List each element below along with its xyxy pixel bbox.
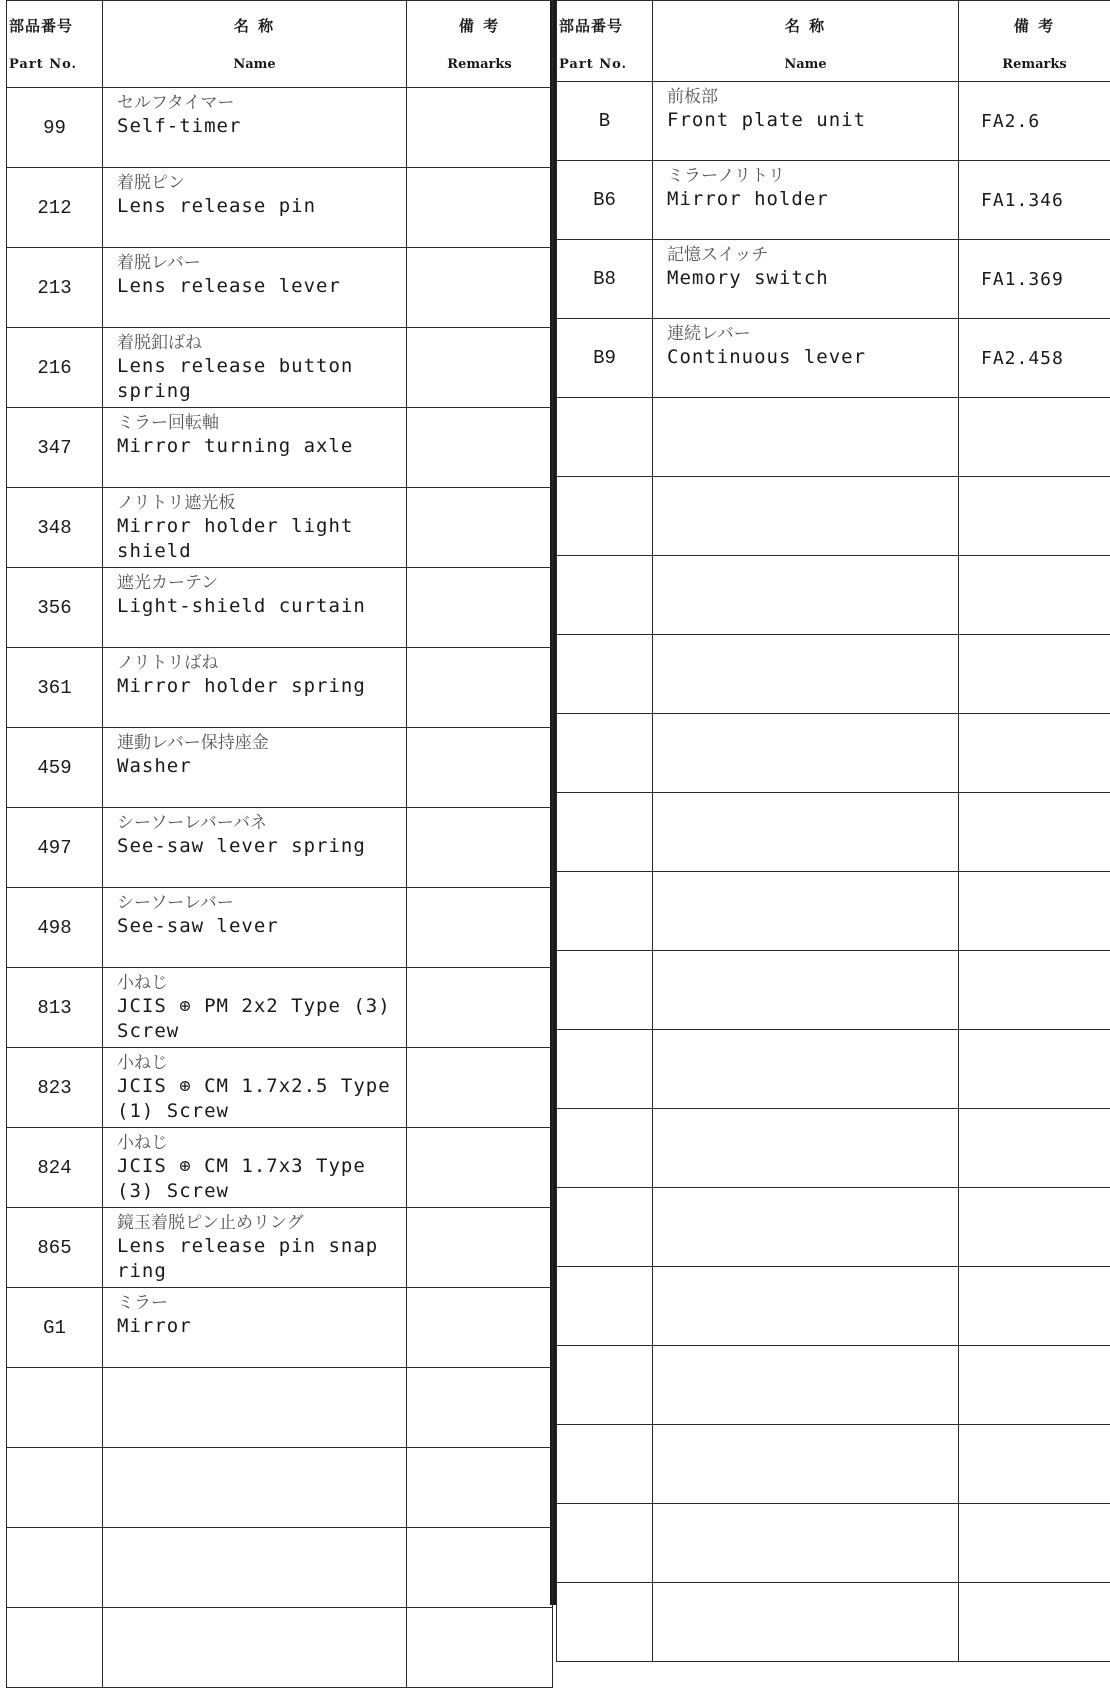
part-name (103, 1288, 407, 1368)
part-name (103, 728, 407, 808)
part-name-jp: 記憶スイッチ (667, 244, 958, 266)
part-name (653, 1504, 959, 1583)
part-name-en: Self-timer (117, 114, 406, 139)
part-name-jp: 小ねじ (117, 1052, 406, 1074)
table-row (7, 1048, 553, 1128)
part-name (653, 1346, 959, 1425)
part-name (103, 1048, 407, 1128)
part-name-en: Mirror turning axle (117, 434, 406, 459)
part-number (557, 793, 653, 872)
table-row (557, 161, 1110, 240)
part-remarks: FA1.346 (959, 161, 1110, 240)
part-name (653, 161, 959, 240)
part-remarks (959, 951, 1110, 1030)
part-number: 347 (7, 408, 103, 488)
table-row (7, 408, 553, 488)
part-name (653, 1583, 959, 1662)
table-row (7, 328, 553, 408)
part-name-en: Mirror holder light shield (117, 514, 406, 564)
table-row (7, 1608, 553, 1688)
part-name (653, 1109, 959, 1188)
part-name-jp: セルフタイマー (117, 92, 406, 114)
part-number: 356 (7, 568, 103, 648)
table-row (7, 168, 553, 248)
part-name (103, 888, 407, 968)
part-number: 865 (7, 1208, 103, 1288)
part-number: 361 (7, 648, 103, 728)
header-remarks (407, 1, 553, 88)
table-row (557, 398, 1110, 477)
table-row (7, 968, 553, 1048)
part-name (653, 635, 959, 714)
part-name-en: Lens release button spring (117, 354, 406, 404)
table-header (557, 1, 1110, 82)
part-remarks (407, 1528, 553, 1608)
part-remarks (407, 1368, 553, 1448)
part-number (7, 1448, 103, 1528)
part-remarks (407, 968, 553, 1048)
part-name-jp: 連動レバー保持座金 (117, 732, 406, 754)
part-remarks (407, 888, 553, 968)
part-name (653, 793, 959, 872)
part-remarks (407, 408, 553, 488)
table-row (557, 1030, 1110, 1109)
part-number: 497 (7, 808, 103, 888)
part-name-en: JCIS ⊕ PM 2x2 Type (3) Screw (117, 994, 406, 1044)
part-name-jp: ノリトリばね (117, 652, 406, 674)
part-remarks (959, 1583, 1110, 1662)
part-remarks (959, 1504, 1110, 1583)
part-name (653, 872, 959, 951)
part-number (557, 1030, 653, 1109)
part-name-en: Mirror holder spring (117, 674, 406, 699)
header-remarks-jp: 備 考 (959, 15, 1110, 36)
table-row (557, 319, 1110, 398)
table-row (557, 872, 1110, 951)
part-name-en: Lens release pin (117, 194, 406, 219)
part-name (653, 556, 959, 635)
header-part-no-jp: 部品番号 (9, 15, 102, 36)
table-row (7, 88, 553, 168)
table-row (7, 1368, 553, 1448)
table-row (7, 1288, 553, 1368)
part-name (653, 82, 959, 161)
part-number (557, 1267, 653, 1346)
part-name (103, 1448, 407, 1528)
part-remarks (959, 1425, 1110, 1504)
table-row (557, 1346, 1110, 1425)
part-number (557, 635, 653, 714)
part-name (103, 488, 407, 568)
table-row (7, 1208, 553, 1288)
part-remarks (959, 793, 1110, 872)
part-name-en: Washer (117, 754, 406, 779)
part-name-jp: ミラー (117, 1292, 406, 1314)
part-name-jp: 着脱レバー (117, 252, 406, 274)
part-remarks (407, 1128, 553, 1208)
part-name-en: Mirror holder (667, 187, 958, 212)
part-name-en: JCIS ⊕ CM 1.7x2.5 Type (1) Screw (117, 1074, 406, 1124)
part-name-jp: シーソーレバーバネ (117, 812, 406, 834)
table-row (7, 648, 553, 728)
part-name (653, 1030, 959, 1109)
table-row (557, 951, 1110, 1030)
table-row (7, 1528, 553, 1608)
part-name-jp: 小ねじ (117, 1132, 406, 1154)
part-remarks (407, 488, 553, 568)
part-name-jp: ノリトリ遮光板 (117, 492, 406, 514)
part-name-jp: 前板部 (667, 86, 958, 108)
part-name-en: See-saw lever (117, 914, 406, 939)
part-number (557, 872, 653, 951)
part-remarks (959, 1188, 1110, 1267)
part-number: B8 (557, 240, 653, 319)
part-name (103, 1208, 407, 1288)
part-remarks: FA2.6 (959, 82, 1110, 161)
table-row (557, 793, 1110, 872)
part-remarks (959, 398, 1110, 477)
part-remarks (959, 872, 1110, 951)
table-row (557, 1583, 1110, 1662)
part-name-en: Lens release lever (117, 274, 406, 299)
header-part-no-en: Part No. (559, 57, 652, 72)
part-remarks (407, 88, 553, 168)
part-number (557, 1425, 653, 1504)
right-parts-table (556, 0, 1110, 1605)
part-name (103, 408, 407, 488)
part-name-en: Front plate unit (667, 108, 958, 133)
header-name-jp: 名 称 (653, 15, 958, 36)
table-row (7, 1448, 553, 1528)
part-number: G1 (7, 1288, 103, 1368)
part-name (653, 477, 959, 556)
part-number (557, 477, 653, 556)
part-name (103, 1368, 407, 1448)
part-remarks (407, 1208, 553, 1288)
header-part-no (557, 1, 653, 82)
part-name (653, 1267, 959, 1346)
table-row (557, 477, 1110, 556)
part-name (653, 1188, 959, 1267)
part-name (103, 168, 407, 248)
part-number (557, 556, 653, 635)
part-number: 459 (7, 728, 103, 808)
part-number: 99 (7, 88, 103, 168)
part-number (557, 1109, 653, 1188)
header-remarks-en: Remarks (959, 57, 1110, 72)
table-header (7, 1, 553, 88)
part-name-en: Continuous lever (667, 345, 958, 370)
part-name (103, 88, 407, 168)
header-name (103, 1, 407, 88)
part-name-en: See-saw lever spring (117, 834, 406, 859)
table-row (557, 240, 1110, 319)
part-name (103, 568, 407, 648)
part-number (7, 1608, 103, 1688)
header-remarks-en: Remarks (407, 57, 552, 72)
part-remarks (959, 1267, 1110, 1346)
part-number: B9 (557, 319, 653, 398)
table-row (7, 488, 553, 568)
part-number (557, 1583, 653, 1662)
header-name-en: Name (653, 57, 958, 72)
table-row (557, 635, 1110, 714)
part-name-jp: 小ねじ (117, 972, 406, 994)
table-row (557, 82, 1110, 161)
part-number: 824 (7, 1128, 103, 1208)
table-row (557, 714, 1110, 793)
part-remarks (407, 328, 553, 408)
part-remarks (959, 714, 1110, 793)
part-name (103, 328, 407, 408)
part-remarks: FA1.369 (959, 240, 1110, 319)
part-name-en: Mirror (117, 1314, 406, 1339)
table-row (7, 808, 553, 888)
part-number (557, 1504, 653, 1583)
header-remarks-jp: 備 考 (407, 15, 552, 36)
part-remarks (959, 1346, 1110, 1425)
part-number: 212 (7, 168, 103, 248)
table-row (7, 248, 553, 328)
part-remarks (407, 1288, 553, 1368)
part-name (103, 1128, 407, 1208)
part-name (103, 1528, 407, 1608)
part-name (653, 1425, 959, 1504)
part-name-en: JCIS ⊕ CM 1.7x3 Type (3) Screw (117, 1154, 406, 1204)
table-row (7, 888, 553, 968)
part-name-jp: 着脱釦ばね (117, 332, 406, 354)
part-remarks (407, 248, 553, 328)
part-name (103, 648, 407, 728)
part-name-jp: ミラー回転軸 (117, 412, 406, 434)
part-remarks (959, 635, 1110, 714)
part-name (103, 968, 407, 1048)
part-number: 216 (7, 328, 103, 408)
part-number: B6 (557, 161, 653, 240)
part-name (653, 398, 959, 477)
table-row (7, 1128, 553, 1208)
part-name (103, 248, 407, 328)
part-number (7, 1528, 103, 1608)
table-row (557, 556, 1110, 635)
part-remarks (959, 1030, 1110, 1109)
table-row (557, 1425, 1110, 1504)
part-number (557, 1346, 653, 1425)
header-part-no-en: Part No. (9, 57, 102, 72)
part-name-jp: シーソーレバー (117, 892, 406, 914)
part-name (103, 1608, 407, 1688)
part-remarks (407, 808, 553, 888)
part-number (7, 1368, 103, 1448)
part-name-jp: 連続レバー (667, 323, 958, 345)
part-name-jp: ミラーノリトリ (667, 165, 958, 187)
part-name (653, 951, 959, 1030)
part-number (557, 1188, 653, 1267)
part-remarks: FA2.458 (959, 319, 1110, 398)
part-number: B (557, 82, 653, 161)
part-name-jp: 着脱ピン (117, 172, 406, 194)
part-remarks (407, 168, 553, 248)
table-row (557, 1267, 1110, 1346)
table-row (557, 1109, 1110, 1188)
part-remarks (959, 556, 1110, 635)
part-name (653, 714, 959, 793)
header-remarks (959, 1, 1110, 82)
part-name (653, 319, 959, 398)
left-parts-table (6, 0, 552, 1605)
part-number (557, 714, 653, 793)
table-row (557, 1504, 1110, 1583)
part-number (557, 398, 653, 477)
part-name-jp: 遮光カーテン (117, 572, 406, 594)
part-name-en: Light-shield curtain (117, 594, 406, 619)
part-number: 348 (7, 488, 103, 568)
part-name (103, 808, 407, 888)
part-number (557, 951, 653, 1030)
part-name-en: Memory switch (667, 266, 958, 291)
part-remarks (959, 477, 1110, 556)
table-row (7, 728, 553, 808)
part-number: 498 (7, 888, 103, 968)
part-remarks (407, 728, 553, 808)
part-remarks (407, 568, 553, 648)
part-number: 823 (7, 1048, 103, 1128)
header-name-en: Name (103, 57, 406, 72)
header-name (653, 1, 959, 82)
header-part-no (7, 1, 103, 88)
part-name-jp: 鏡玉着脱ピン止めリング (117, 1212, 406, 1234)
table-row (7, 568, 553, 648)
header-name-jp: 名 称 (103, 15, 406, 36)
header-part-no-jp: 部品番号 (559, 15, 652, 36)
part-name-en: Lens release pin snap ring (117, 1234, 406, 1284)
part-number: 213 (7, 248, 103, 328)
table-row (557, 1188, 1110, 1267)
part-remarks (407, 1448, 553, 1528)
part-remarks (407, 1608, 553, 1688)
part-remarks (407, 1048, 553, 1128)
part-remarks (407, 648, 553, 728)
part-remarks (959, 1109, 1110, 1188)
part-number: 813 (7, 968, 103, 1048)
part-name (653, 240, 959, 319)
